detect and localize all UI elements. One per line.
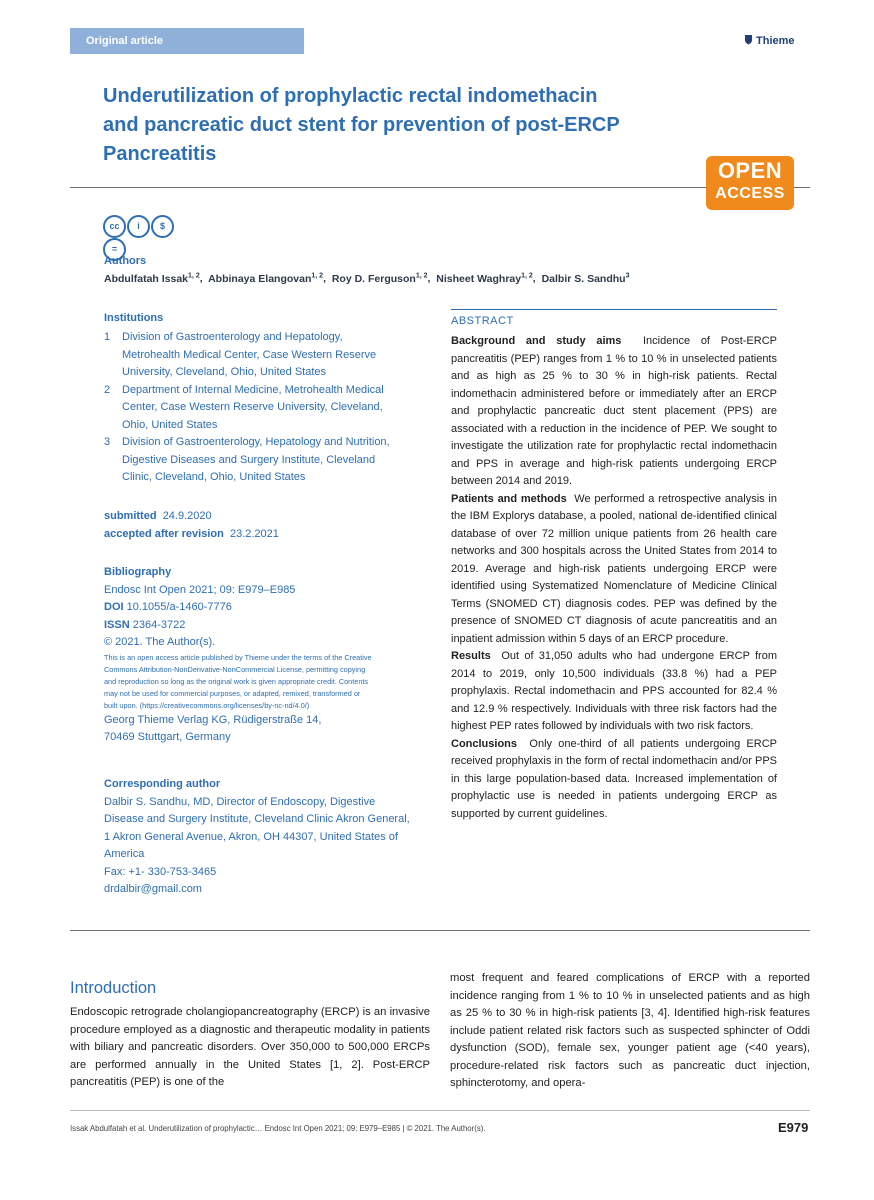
page-number: E979 bbox=[778, 1120, 809, 1135]
footer-rule bbox=[70, 1110, 810, 1111]
abstract-heading: ABSTRACT bbox=[451, 315, 514, 327]
doi: DOI 10.1055/a-1460-7776 bbox=[104, 601, 232, 613]
copyright: © 2021. The Author(s). bbox=[104, 636, 216, 648]
author-email[interactable]: drdalbir@gmail.com bbox=[104, 883, 202, 895]
divider bbox=[70, 930, 810, 931]
open-access-top: OPEN bbox=[717, 158, 783, 183]
institutions-heading: Institutions bbox=[104, 312, 164, 324]
abstract-section: Results Out of 31,050 adults who had undergone ERCP from 2014 to 2019, only 10,500 individuals (33.8 %) had a PEP prophylaxis. Rectal indomethacin and PPS accounted for 82.4 % and 12.9 % respectively. Individuals with three risk factors had the highest PEP rates followed by individuals with two risk factors. bbox=[451, 650, 777, 732]
bibliography-block bbox=[104, 564, 434, 747]
institution-item: 2 Department of Internal Medicine, Metrohealth Medical Center, Case Western Reserve University, Cleveland, Ohio, United States bbox=[104, 383, 384, 431]
bibliography-heading: Bibliography bbox=[104, 566, 172, 578]
institution-item: 1 Division of Gastroenterology and Hepatology, Metrohealth Medical Center, Case Western Reserve University, Cleveland, Ohio, United States bbox=[104, 331, 377, 378]
thieme-crest-icon bbox=[744, 34, 753, 45]
author: Nisheet Waghray$^{1, 2}$ bbox=[436, 272, 533, 285]
abstract-body bbox=[451, 333, 777, 823]
authors-heading: Authors bbox=[104, 255, 147, 267]
noncommercial-icon: $ bbox=[151, 215, 174, 238]
journal-citation: Endosc Int Open 2021; 09: E979–E985 bbox=[104, 583, 296, 596]
article-title bbox=[103, 82, 703, 169]
license-text: This is an open access article published by Thieme under the terms of the Creative Commons Attribution-NonDerivative-NonCommercial License, permitting copying and reproduction so long as the original work is given appropriate credit. Contents may not be used for commercial purposes, or adapted, remixed, transformed or built upon. (https://creativecommons.org/licenses/by-nc-nd/4.0/) bbox=[104, 652, 372, 710]
title-line: Pancreatitis bbox=[103, 143, 217, 165]
introduction-heading: Introduction bbox=[70, 979, 157, 997]
open-access-badge bbox=[706, 156, 794, 210]
introduction-column-2: most frequent and feared complications of ERCP with a reported incidence ranging from 1 % to 10 % in unselected patients and as high as 25 % to 30 % in high-risk patients [3, 4]. Identified high-risk features include patient related risk factors such as suspected sphincter of Oddi dysfunction (SOD), female sex, younger patient age (<40 years), procedure-related risk factors such as pancreatic duct injection, sphincterotomy, and opera- bbox=[450, 972, 810, 1089]
divider bbox=[70, 187, 706, 188]
publisher-address: Georg Thieme Verlag KG, Rüdigerstraße 14, 70469 Stuttgart, Germany bbox=[104, 713, 322, 743]
title-line: and pancreatic duct stent for prevention of post-ERCP bbox=[103, 114, 620, 136]
corresponding-heading: Corresponding author bbox=[104, 778, 221, 790]
cc-icon: cc bbox=[103, 215, 126, 238]
article-type-banner: Original article bbox=[70, 28, 304, 54]
article-dates: submitted 24.9.2020 accepted after revision 23.2.2021 bbox=[104, 510, 279, 540]
issn: ISSN 2364-3722 bbox=[104, 618, 186, 631]
abstract-section: Conclusions Only one-third of all patients undergoing ERCP received prophylaxis in the form of rectal indomethacin and/or PPS in this large population-based data. Increased implementation of prophylactic use is needed in patients undergoing ERCP as supported by current guidelines. bbox=[451, 737, 777, 820]
abstract-rule bbox=[451, 309, 777, 310]
title-line: Underutilization of prophylactic rectal indomethacin bbox=[103, 85, 598, 107]
open-access-bottom: ACCESS bbox=[715, 185, 785, 202]
author: Abdulfatah Issak$^{1, 2}$ bbox=[104, 272, 200, 285]
attribution-icon: i bbox=[127, 215, 150, 238]
noderivatives-icon: = bbox=[103, 238, 126, 261]
author-list: Abdulfatah Issak$^{1, 2}$, Abbinaya Elangovan$^{1, 2}$, Roy D. Ferguson$^{1, 2}$, Nisheet Waghray$^{1, 2}$, Dalbir S. Sandhu$^3$ bbox=[104, 272, 630, 285]
creative-commons-license bbox=[103, 215, 195, 254]
author: Roy D. Ferguson$^{1, 2}$ bbox=[331, 272, 428, 285]
abstract-section: Patients and methods We performed a retrospective analysis in the IBM Explorys database, a pooled, national de-identified clinical database of over 72 million unique patients from 26 health care networks and 300 hospitals across the United States from 2014 to 2019. Average and high-risk patients undergoing ERCP were identified using Systematized Nomenclature of Medicine Clinical Terms (SNOMED CT) diagnosis codes. PEP was defined by the presence of SNOMED CT diagnosis of acute pancreatitis and an inpatient admission within 5 days of an ERCP procedure. bbox=[451, 492, 777, 645]
publisher-name: Thieme bbox=[756, 35, 795, 47]
institution-item: 3 Division of Gastroenterology, Hepatology and Nutrition, Digestive Diseases and Surgery Institute, Cleveland Clinic, Cleveland, Ohio, United States bbox=[104, 436, 390, 483]
footer-citation: Issak Abdulfatah et al. Underutilization of prophylactic… Endosc Int Open 2021; 09: E979–E985 | © 2021. The Author(s). bbox=[70, 1124, 486, 1133]
abstract-section: Background and study aims Incidence of Post-ERCP pancreatitis (PEP) ranges from 1 % to 10 % in unselected patients and as high as 25 % to 30 % in high-risk patients. Rectal indomethacin administered before or immediately after an ERCP and prophylactic pancreatic duct stent placement (PPS) are associated with a reduction in the incidence of PEP. We sought to investigate the utilization rate for prophylactic rectal indomethacin and PPS in average and high-risk patients undergoing ERCP between 2014 and 2019. bbox=[451, 335, 777, 487]
introduction-column-1: Endoscopic retrograde cholangiopancreatography (ERCP) is an invasive procedure employed as a diagnostic and therapeutic modality in patients with biliary and pancreatic disorders. Over 350,000 to 500,000 ERCPs are performed annually in the United States [1, 2]. Post-ERCP pancreatitis (PEP) is one of the bbox=[70, 1006, 430, 1088]
divider bbox=[794, 187, 810, 188]
corresponding-author-block: Corresponding author Dalbir S. Sandhu, MD, Director of Endoscopy, Digestive Disease and Surgery Institute, Cleveland Clinic Akron General, 1 Akron General Avenue, Akron, OH 44307, United States of America Fax: +1- 330-753-3465 drdalbir@gmail.com bbox=[104, 776, 436, 899]
institution-list bbox=[104, 329, 439, 487]
publisher-logo bbox=[744, 34, 795, 47]
author: Abbinaya Elangovan$^{1, 2}$ bbox=[208, 272, 324, 285]
author: Dalbir S. Sandhu$^3$ bbox=[541, 272, 630, 285]
